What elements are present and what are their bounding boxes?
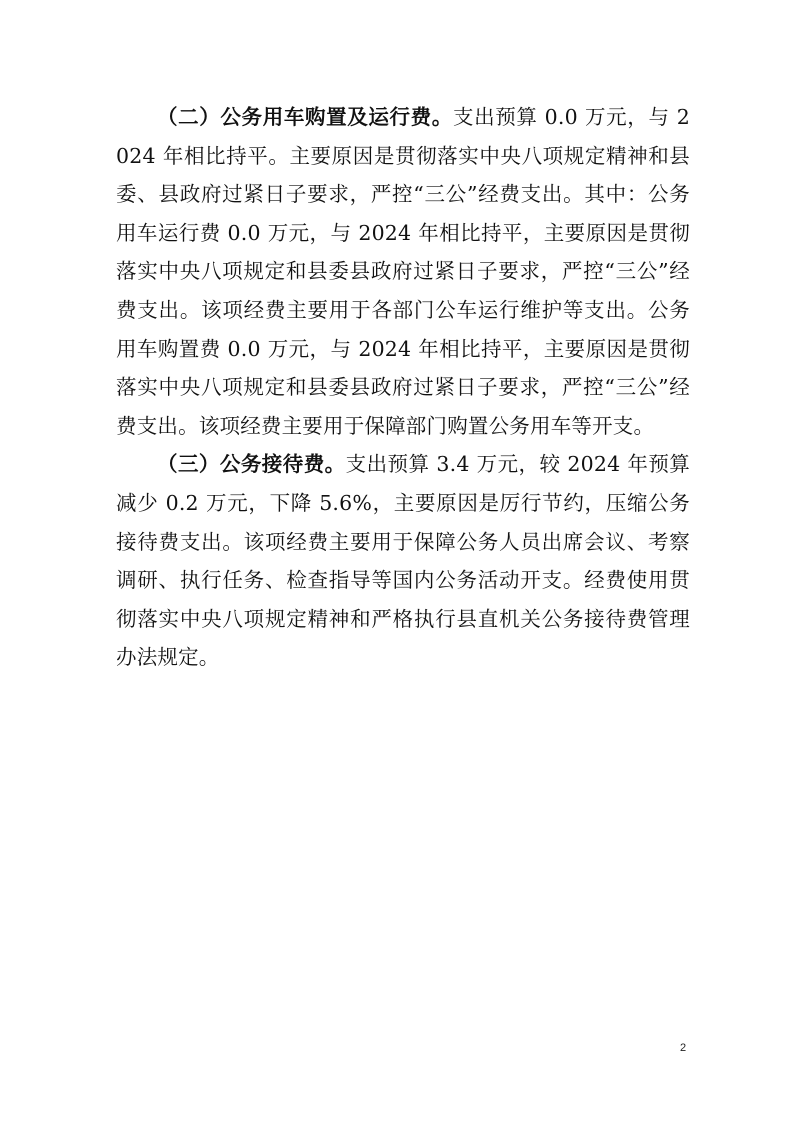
paragraph-heading: （三）公务接待费。 [157,452,346,477]
paragraph-reception-expenses [116,445,690,677]
document-body [116,98,690,677]
paragraph-heading: （二）公务用车购置及运行费。 [157,105,453,129]
page-number: 2 [680,1042,687,1054]
paragraph-vehicle-expenses [116,98,690,445]
paragraph-text: 支出预算 0.0 万元，与 2024 年相比持平。主要原因是贯彻落实中央八项规定精神和县委、县政府过紧日子要求，严控“三公”经费支出。其中：公务用车运行费 0.0 万元，与 2024 年相比持平，主要原因是贯彻落实中央八项规定和县委县政府过紧日子要求，严控“三公”经费支出。该项经费主要用于各部门公车运行维护等支出。公务用车购置费 0.0 万元，与 2024 年相比持平，主要原因是贯彻落实中央八项规定和县委县政府过紧日子要求，严控“三公”经费支出。该项经费主要用于保障部门购置公务用车等开支。 [116,105,690,438]
paragraph-text: 支出预算 3.4 万元，较 2024 年预算减少 0.2 万元，下降 5.6%，主要原因是厉行节约，压缩公务接待费支出。该项经费主要用于保障公务人员出席会议、考察调研、执行任务、检查指导等国内公务活动开支。经费使用贯彻落实中央八项规定精神和严格执行县直机关公务接待费管理办法规定。 [116,452,690,670]
